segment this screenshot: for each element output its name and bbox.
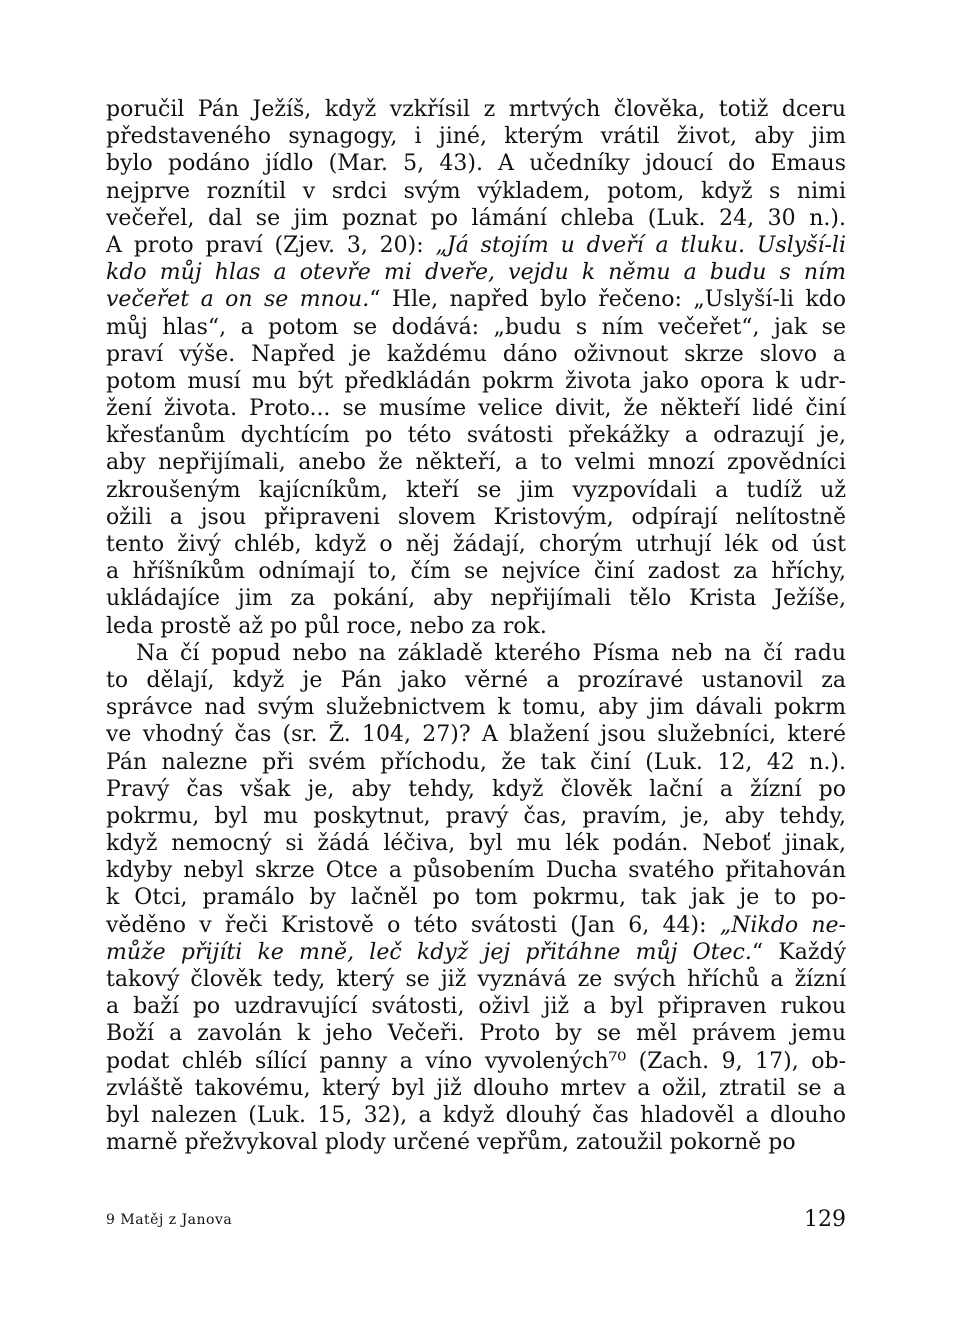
text-segment: ukládajíce jim za pokání, aby nepřijímali tělo Krista Ježíše,	[106, 586, 846, 612]
text-segment: a hříšníkům odnímají to, čím se nejvíce činí zadost za hříchy,	[106, 559, 846, 585]
text-segment: A proto praví (Zjev. 3, 20):	[106, 232, 436, 258]
text-segment: praví výše. Napřed je každému dáno oživnout skrze slovo a	[106, 341, 846, 367]
text-segment: žení života. Proto... se musíme velice divit, že někteří lidé činí	[106, 396, 846, 422]
text-segment: večeřel, dal se jim poznat po lámání chleba (Luk. 24, 30 n.).	[106, 205, 846, 231]
text-line	[106, 857, 846, 884]
text-line	[106, 286, 846, 313]
text-segment: kdyby nebyl skrze Otce a působením Ducha svatého přitahován	[106, 858, 846, 884]
text-line	[106, 96, 846, 123]
text-segment: bylo podáno jídlo (Mar. 5, 43). A učedníky jdoucí do Emaus	[106, 151, 846, 177]
text-segment: Pravý čas však je, aby tehdy, když člověk lační a žízní po	[106, 776, 846, 802]
text-line	[106, 1048, 846, 1075]
text-segment: aby nepřijímali, anebo že někteří, a to velmi mnozí zpovědníci	[106, 450, 846, 476]
italic-quote-segment: „Nikdo ne-	[719, 912, 846, 938]
text-line	[106, 694, 846, 721]
italic-quote-segment: kdo můj hlas a otevře mi dveře, vejdu k němu a budu s ním	[106, 260, 846, 286]
text-line	[106, 776, 846, 803]
text-line	[106, 232, 846, 259]
body-text	[106, 96, 846, 1156]
text-line	[106, 259, 846, 286]
text-line	[106, 449, 846, 476]
text-line	[106, 477, 846, 504]
text-line	[106, 558, 846, 585]
text-line	[106, 205, 846, 232]
text-line	[106, 368, 846, 395]
text-segment: potom musí mu být předkládán pokrm života jako opora k udr-	[106, 368, 846, 394]
text-line	[106, 314, 846, 341]
text-line	[106, 966, 846, 993]
text-segment: podat chléb sílící panny a víno vyvolených⁷⁰ (Zach. 9, 17), ob-	[106, 1048, 846, 1074]
text-line	[106, 1075, 846, 1102]
text-line	[106, 585, 846, 612]
text-line	[106, 667, 846, 694]
text-line	[106, 912, 846, 939]
text-line	[106, 1020, 846, 1047]
text-segment: Pán nalezne při svém příchodu, že tak činí (Luk. 12, 42 n.).	[106, 749, 846, 775]
text-segment: Na čí popud nebo na základě kterého Písma neb na čí radu	[136, 640, 846, 666]
text-line	[106, 150, 846, 177]
text-segment: to dělají, když je Pán jako věrné a prozíravé ustanovil za	[106, 667, 846, 693]
text-segment: zkroušeným kajícníkům, kteří se jim vyzpovídali a tudíž už	[106, 477, 846, 503]
text-line	[106, 613, 846, 640]
text-line	[106, 395, 846, 422]
text-segment: “ Každý	[751, 939, 846, 965]
paragraph	[106, 96, 846, 640]
text-segment: tento živý chléb, když o něj žádají, chorým utrhují lék od úst	[106, 532, 846, 557]
text-line	[106, 341, 846, 368]
text-segment: Boží a zavolán k jeho Večeři. Proto by se měl právem jemu	[106, 1021, 846, 1047]
paragraph	[106, 640, 846, 1157]
text-line	[106, 531, 846, 558]
text-segment: můj hlas“, a potom se dodává: „budu s ním večeřet“, jak se	[106, 314, 846, 340]
text-segment: věděno v řeči Kristově o této svátosti (Jan 6, 44):	[106, 912, 720, 938]
text-line	[106, 123, 846, 150]
text-line	[106, 422, 846, 449]
text-segment: zvláště takovému, který byl již dlouho mrtev a ožil, ztratil se a	[106, 1075, 846, 1101]
printer-signature: 9 Matěj z Janova	[106, 1212, 233, 1228]
text-segment: když nemocný si žádá léčiva, byl mu lék podán. Neboť jinak,	[106, 831, 846, 857]
page-number: 129	[804, 1207, 846, 1232]
text-line	[106, 640, 846, 667]
text-segment: k Otci, pramálo by lačněl po tom pokrmu, tak jak je to po-	[106, 885, 846, 911]
text-line	[106, 721, 846, 748]
text-segment: představeného synagogy, i jiné, kterým vrátil život, aby jim	[106, 124, 846, 150]
text-segment: byl nalezen (Luk. 15, 32), a když dlouhý čas hladověl a dlouho	[106, 1102, 846, 1128]
text-line	[106, 749, 846, 776]
text-segment: takový člověk tedy, který se již vyznává ze svých hříchů a žízní	[106, 967, 846, 992]
text-line	[106, 939, 846, 966]
text-line	[106, 884, 846, 911]
text-line	[106, 504, 846, 531]
text-segment: marně přežvykoval plody určené vepřům, zatoužil pokorně po	[106, 1130, 796, 1156]
text-line	[106, 178, 846, 205]
text-segment: křesťanům dychtícím po této svátosti překážky a odrazují je,	[106, 423, 846, 449]
text-segment: leda prostě až po půl roce, nebo za rok.	[106, 613, 547, 639]
italic-quote-segment: večeřet a on se mnou.	[106, 287, 370, 313]
italic-quote-segment: „Já stojím u dveří a tluku. Uslyší-li	[435, 232, 846, 258]
text-segment: ve vhodný čas (sr. Ž. 104, 27)? A blažení jsou služebníci, které	[106, 722, 846, 748]
text-line	[106, 830, 846, 857]
text-line	[106, 803, 846, 830]
italic-quote-segment: může přijíti ke mně, leč když jej přitáhne můj Otec.	[106, 939, 752, 965]
text-segment: “ Hle, napřed bylo řečeno: „Uslyší-li kdo	[369, 287, 846, 313]
text-line	[106, 1129, 846, 1156]
text-segment: pokrmu, byl mu poskytnut, pravý čas, pravím, je, aby tehdy,	[106, 803, 846, 829]
text-segment: ožili a jsou připraveni slovem Kristovým, odpírají nelítostně	[106, 504, 846, 530]
text-segment: správce nad svým služebnictvem k tomu, aby jim dávali pokrm	[106, 695, 846, 721]
text-line	[106, 1102, 846, 1129]
text-segment: a baží po uzdravující svátosti, oživl již a byl připraven rukou	[106, 994, 846, 1020]
text-line	[106, 993, 846, 1020]
text-segment: poručil Pán Ježíš, když vzkřísil z mrtvých člověka, totiž dceru	[106, 97, 846, 122]
text-segment: nejprve roznítil v srdci svým výkladem, potom, když s nimi	[106, 178, 846, 204]
